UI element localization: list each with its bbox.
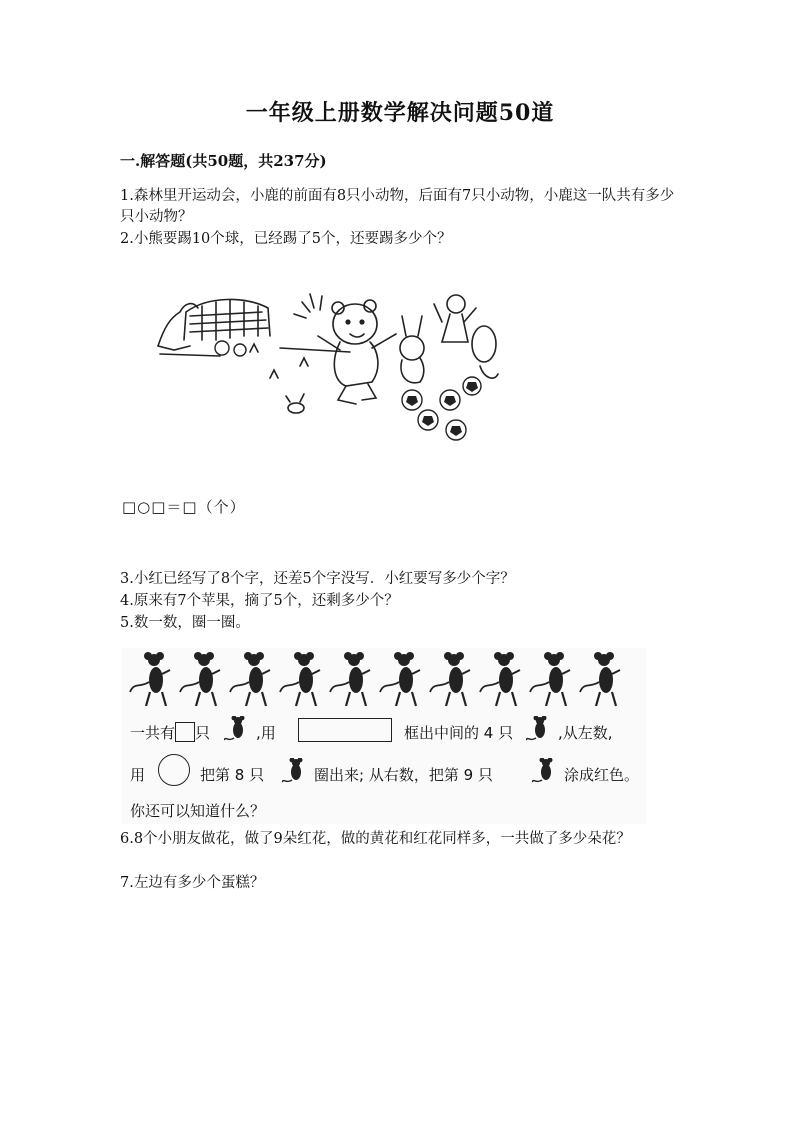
mouse-figure [430, 652, 470, 706]
panel-text-ninth: 圈出来; 从右数，把第 9 只 [314, 766, 493, 784]
answer-formula: □○□＝□（个） [122, 498, 246, 516]
question-7: 7.左边有多少个蛋糕？ [120, 875, 265, 891]
question-1: 1.森林里开运动会，小鹿的前面有8只小动物，后面有7只小动物，小鹿这一队共有多少只小动物？ [120, 188, 675, 225]
page-title: 一年级上册数学解决问题50道 [245, 100, 555, 126]
section-heading: 一.解答题(共50题，共237分) [120, 152, 327, 170]
panel-text-total: 一共有 [130, 724, 176, 742]
panel-text-unit: 只 [195, 724, 211, 742]
panel-text-from-left: ,从左数, [558, 724, 613, 742]
mice-counting-panel [122, 648, 646, 824]
mouse-figure [330, 652, 370, 706]
mouse-figure [180, 652, 220, 706]
question-5: 5.数一数，圈一圈。 [120, 615, 250, 631]
mouse-icon [282, 758, 312, 786]
mouse-figure [230, 652, 270, 706]
mouse-figure [580, 652, 620, 706]
mouse-figure [130, 652, 170, 706]
mouse-icon [224, 716, 254, 744]
panel-text-what-else: 你还可以知道什么？ [130, 802, 266, 820]
frame-box[interactable] [298, 718, 392, 742]
question-3: 3.小红已经写了8个字，还差5个字没写．小红要写多少个字？ [120, 571, 515, 587]
mouse-icon [526, 716, 556, 744]
question-2: 2.小熊要踢10个球，已经踢了5个，还要踢多少个？ [120, 231, 452, 247]
panel-text-middle: 框出中间的 4 只 [404, 724, 514, 742]
circle-shape[interactable] [158, 754, 190, 786]
panel-text-use: ,用 [256, 724, 276, 742]
panel-text-use-circle: 用 [130, 766, 146, 784]
question-6: 6.8个小朋友做花，做了9朵红花，做的黄花和红花同样多，一共做了多少朵花？ [120, 831, 631, 847]
panel-text-eighth: 把第 8 只 [200, 766, 265, 784]
panel-text-color-red: 涂成红色。 [564, 766, 640, 784]
mouse-icon [532, 758, 562, 786]
mouse-figure [380, 652, 420, 706]
mouse-figure [280, 652, 320, 706]
soccer-illustration [150, 282, 500, 444]
mice-row [122, 652, 646, 712]
mouse-figure [480, 652, 520, 706]
mouse-figure [530, 652, 570, 706]
question-4: 4.原来有7个苹果，摘了5个，还剩多少个？ [120, 593, 399, 609]
answer-box-small[interactable] [175, 722, 195, 742]
